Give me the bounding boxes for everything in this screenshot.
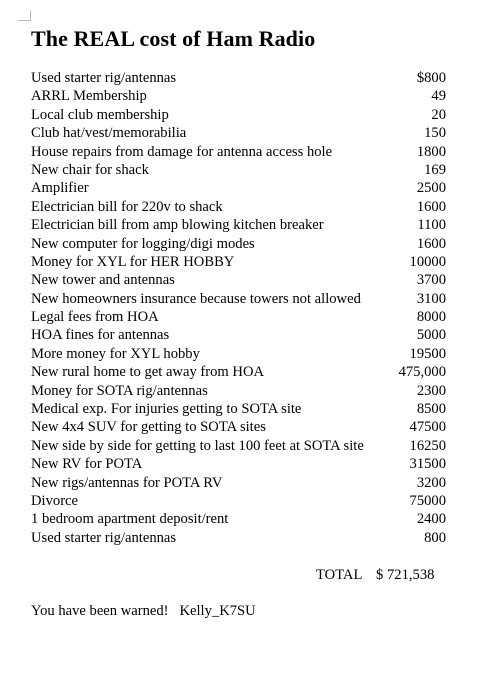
list-item bbox=[31, 290, 446, 308]
document-title: The REAL cost of Ham Radio bbox=[31, 26, 316, 51]
item-label: New 4x4 SUV for getting to SOTA sites bbox=[31, 419, 266, 436]
warning-text: You have been warned! bbox=[31, 603, 169, 619]
list-item bbox=[31, 179, 446, 197]
item-label: New rural home to get away from HOA bbox=[31, 364, 265, 381]
item-label: Money for SOTA rig/antennas bbox=[31, 382, 208, 399]
warning-line bbox=[31, 603, 256, 620]
list-item bbox=[31, 308, 446, 326]
item-label: Legal fees from HOA bbox=[31, 309, 159, 326]
item-label: New side by side for getting to last 100 feet at SOTA site bbox=[31, 437, 364, 454]
item-amount: 1100 bbox=[417, 217, 446, 234]
item-label: Used starter rig/antennas bbox=[31, 70, 177, 86]
list-item bbox=[31, 143, 446, 161]
item-amount: 3200 bbox=[416, 474, 446, 491]
total-line bbox=[316, 567, 434, 584]
item-amount: 2300 bbox=[416, 382, 446, 399]
item-label: Club hat/vest/memorabilia bbox=[31, 125, 187, 142]
item-amount: 2500 bbox=[416, 180, 446, 197]
item-amount: 1800 bbox=[416, 143, 446, 160]
item-label: ARRL Membership bbox=[31, 88, 147, 105]
item-label: New homeowners insurance because towers not allowed bbox=[31, 290, 361, 307]
list-item bbox=[31, 418, 446, 436]
item-label: Electrician bill for 220v to shack bbox=[31, 198, 223, 215]
item-amount: 16250 bbox=[409, 437, 446, 454]
item-amount: 2400 bbox=[416, 511, 446, 528]
item-amount: 5000 bbox=[416, 327, 446, 344]
list-item bbox=[31, 492, 446, 510]
item-label: More money for XYL hobby bbox=[31, 345, 200, 362]
item-label: Money for XYL for HER HOBBY bbox=[31, 253, 235, 270]
item-amount: $800 bbox=[416, 70, 446, 86]
item-label: New rigs/antennas for POTA RV bbox=[31, 474, 223, 491]
list-item bbox=[31, 69, 446, 87]
list-item bbox=[31, 455, 446, 473]
item-amount: 475,000 bbox=[398, 364, 446, 381]
item-amount: 19500 bbox=[409, 345, 446, 362]
item-label: Medical exp. For injuries getting to SOTA site bbox=[31, 401, 302, 418]
item-amount: 1600 bbox=[416, 198, 446, 215]
list-item bbox=[31, 326, 446, 344]
item-label: HOA fines for antennas bbox=[31, 327, 170, 344]
list-item bbox=[31, 510, 446, 528]
item-amount: 8500 bbox=[416, 401, 446, 418]
list-item bbox=[31, 161, 446, 179]
signature: Kelly_K7SU bbox=[179, 603, 256, 619]
list-item bbox=[31, 124, 446, 142]
cost-list bbox=[31, 69, 446, 547]
list-item bbox=[31, 271, 446, 289]
item-label: New computer for logging/digi modes bbox=[31, 235, 255, 252]
item-label: 1 bedroom apartment deposit/rent bbox=[31, 511, 229, 528]
item-label: New chair for shack bbox=[31, 161, 149, 178]
total-value: $ 721,538 bbox=[376, 567, 435, 583]
list-item bbox=[31, 106, 446, 124]
item-label: Local club membership bbox=[31, 106, 169, 123]
item-amount: 3700 bbox=[416, 272, 446, 289]
list-item bbox=[31, 363, 446, 381]
item-amount: 800 bbox=[424, 529, 446, 546]
item-amount: 49 bbox=[431, 88, 446, 105]
item-amount: 47500 bbox=[409, 419, 446, 436]
item-amount: 20 bbox=[431, 106, 446, 123]
item-label: New RV for POTA bbox=[31, 456, 143, 473]
item-amount: 1600 bbox=[416, 235, 446, 252]
list-item bbox=[31, 253, 446, 271]
item-amount: 10000 bbox=[409, 253, 446, 270]
item-amount: 150 bbox=[424, 125, 446, 142]
item-label: Amplifier bbox=[31, 180, 89, 197]
item-label: House repairs from damage for antenna access hole bbox=[31, 143, 333, 160]
item-amount: 3100 bbox=[416, 290, 446, 307]
item-amount: 75000 bbox=[409, 492, 446, 509]
list-item bbox=[31, 437, 446, 455]
total-label: TOTAL bbox=[316, 567, 363, 583]
item-label: New tower and antennas bbox=[31, 272, 175, 289]
item-label: Electrician bill from amp blowing kitchen breaker bbox=[31, 217, 324, 234]
list-item bbox=[31, 474, 446, 492]
list-item bbox=[31, 87, 446, 105]
item-amount: 31500 bbox=[409, 456, 446, 473]
list-item bbox=[31, 345, 446, 363]
list-item bbox=[31, 382, 446, 400]
list-item bbox=[31, 529, 446, 547]
item-amount: 8000 bbox=[416, 309, 446, 326]
page-corner-mark bbox=[18, 10, 31, 21]
item-label: Divorce bbox=[31, 492, 79, 509]
item-label: Used starter rig/antennas bbox=[31, 529, 177, 546]
list-item bbox=[31, 216, 446, 234]
item-amount: 169 bbox=[424, 161, 446, 178]
list-item bbox=[31, 235, 446, 253]
list-item bbox=[31, 198, 446, 216]
list-item bbox=[31, 400, 446, 418]
